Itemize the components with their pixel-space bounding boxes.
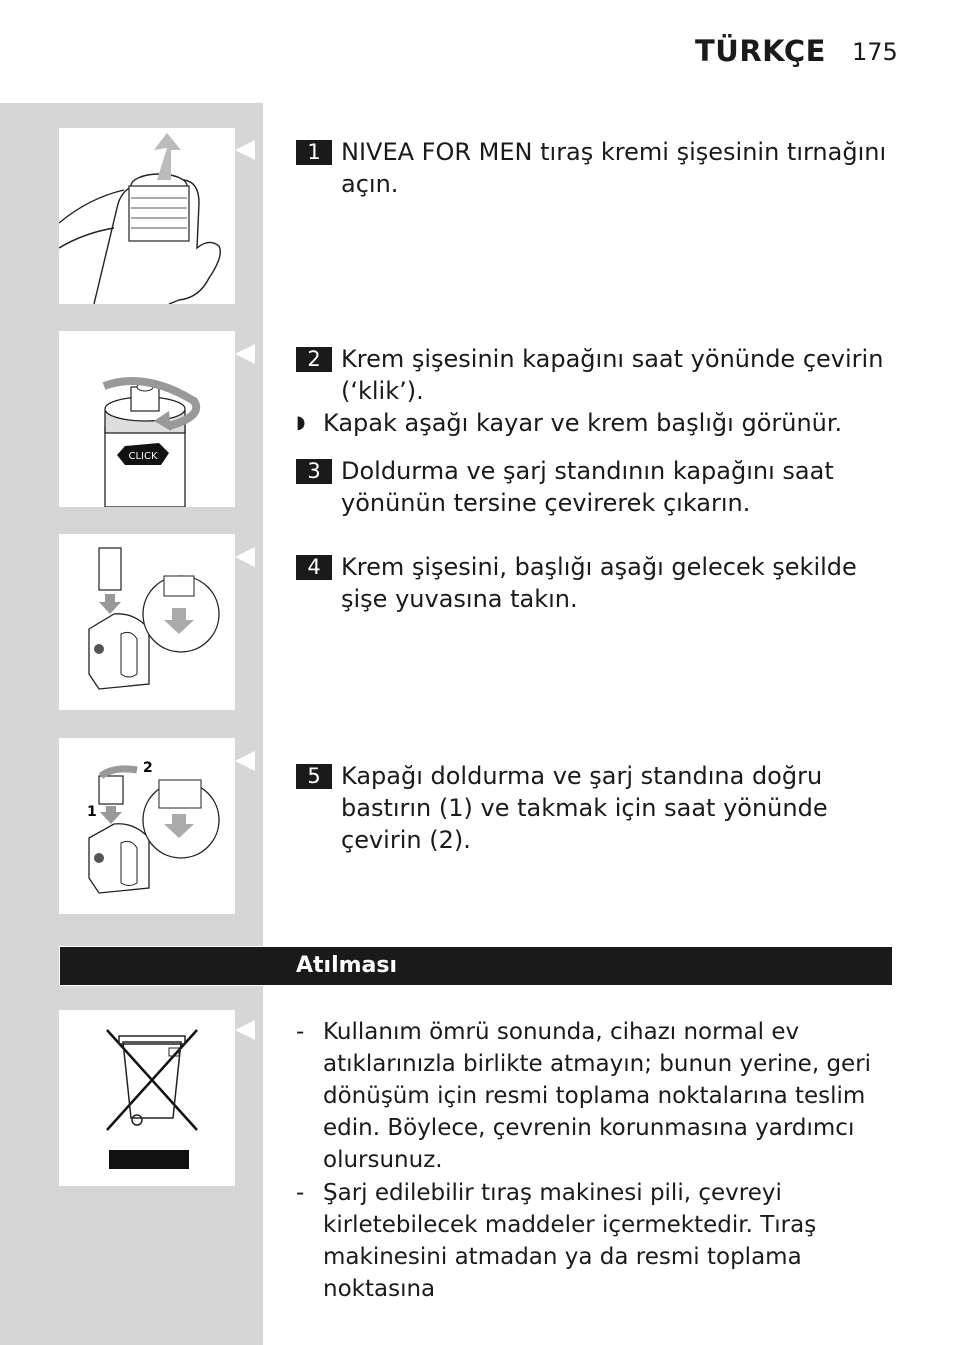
bullet-text: Şarj edilebilir tıraş makinesi pili, çevreyi kirletebilecek maddeler içermektedir. Tıraş makinesini atmadan ya da resmi toplama noktasına [323,1180,817,1302]
result-text: Kapak aşağı kayar ve krem başlığı görünür. [323,409,843,437]
push-turn-illustration [59,738,235,914]
step-3 [296,455,906,519]
result-marker-icon: ◗ [296,412,306,433]
pointer-notch [235,547,255,567]
step-number: 5 [296,764,332,789]
disposal-bullet-1 [296,1016,906,1176]
cap-rotate-illustration [59,331,235,507]
page-number: 175 [852,38,898,66]
bullet-dash: - [296,1019,305,1045]
pointer-notch [235,1020,255,1040]
label-one: 1 [87,804,97,820]
step-2 [296,343,906,407]
step-5 [296,760,906,856]
step-number: 2 [296,347,332,372]
click-label: CLICK [128,451,158,462]
language-header: TÜRKÇE [695,34,826,68]
bullet-dash: - [296,1180,305,1206]
step-1 [296,136,906,200]
pointer-notch [235,140,255,160]
step-number: 4 [296,555,332,580]
bottle-opening-illustration [59,128,235,304]
pointer-notch [235,344,255,364]
step-result [296,407,906,439]
insert-bottle-illustration [59,534,235,710]
step-number: 3 [296,459,332,484]
section-header [59,946,893,986]
crossed-out-wheelie-bin-icon [59,1010,235,1186]
step-text: Krem şişesinin kapağını saat yönünde çevirin (‘klik’). [341,345,884,405]
pointer-notch [235,751,255,771]
step-text: Doldurma ve şarj standının kapağını saat yönünün tersine çevirerek çıkarın. [341,457,834,517]
step-4 [296,551,906,615]
step-text: Kapağı doldurma ve şarj standına doğru bastırın (1) ve takmak için saat yönünde çevirin (2). [341,762,828,854]
step-text: Krem şişesini, başlığı aşağı gelecek şekilde şişe yuvasına takın. [341,553,857,613]
label-two: 2 [143,760,153,776]
bullet-text: Kullanım ömrü sonunda, cihazı normal ev atıklarınızla birlikte atmayın; bunun yerine, geri dönüşüm için resmi toplama noktalarına teslim edin. Böylece, çevrenin korunmasına yardımcı olursunuz. [323,1019,872,1173]
step-text: NIVEA FOR MEN tıraş kremi şişesinin tırnağını açın. [341,138,887,198]
disposal-bullet-2 [296,1177,906,1305]
section-title: Atılması [296,953,398,978]
step-number: 1 [296,140,332,165]
